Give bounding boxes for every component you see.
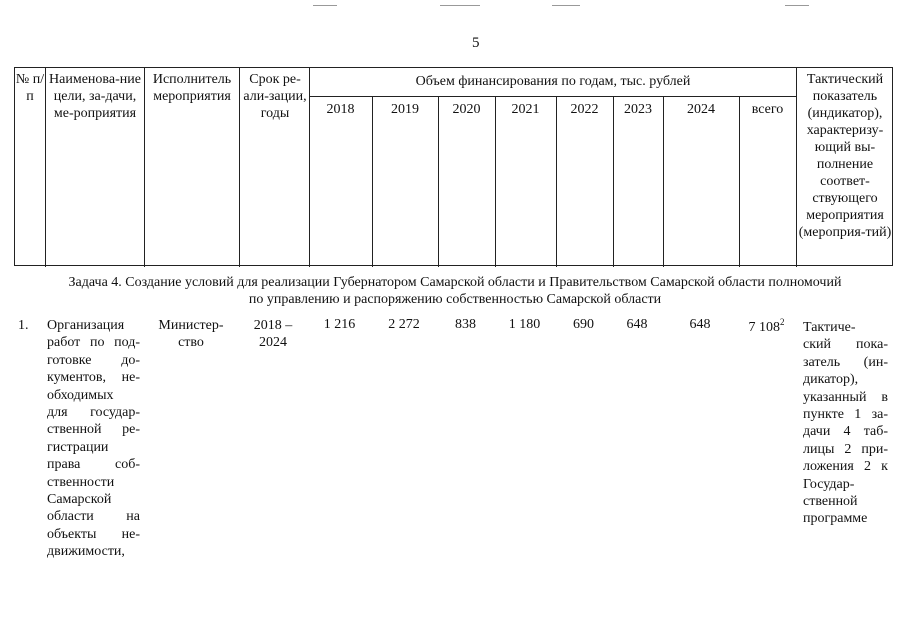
scan-mark	[552, 5, 580, 6]
row-term	[240, 317, 306, 352]
cell-line: указанный в	[803, 389, 888, 405]
footnote-mark: 2	[780, 317, 785, 327]
cell-line: ственной	[803, 494, 858, 510]
cell-line: готовке до-	[47, 352, 140, 368]
value-2020: 838	[455, 317, 476, 332]
value-2019: 2 272	[388, 317, 420, 332]
year-2024: 2024	[687, 102, 715, 117]
year-2021: 2021	[511, 102, 540, 117]
value-2018: 1 216	[323, 317, 356, 332]
header-name: Наименова-ние цели, за-дачи, ме-роприятия	[49, 72, 141, 121]
cell-line: Самарской	[47, 492, 112, 508]
cell-line: области на	[47, 509, 140, 525]
row-indicator	[803, 319, 888, 528]
value-2024: 648	[689, 317, 711, 332]
cell-line: ственности	[47, 474, 115, 490]
cell-line: пункте 1 за-	[803, 407, 888, 423]
value-total: 7 $108^2$	[748, 317, 785, 335]
cell-line: Организация	[47, 318, 125, 333]
cell-line: права соб-	[47, 457, 140, 473]
cell-line: 2024	[259, 335, 287, 351]
year-2018: 2018	[326, 102, 355, 117]
task-heading: Задача 4. Создание условий для реализации Губернатором Самарской области и Правительством Самарской области полномочий по управлению и распоряжению собственностью Самарской области	[68, 275, 842, 307]
cell-line: работ по под-	[47, 335, 140, 351]
year-2019: 2019	[391, 102, 419, 117]
header-term: Срок ре-али-зации, годы	[243, 72, 307, 121]
year-2023: 2023	[624, 102, 652, 117]
value-2022: 690	[573, 317, 594, 332]
cell-line: гистрации	[47, 439, 109, 455]
cell-line: дикатор),	[803, 372, 859, 388]
cell-line: Государ-	[803, 476, 855, 492]
cell-line: движимости,	[47, 544, 125, 560]
scan-mark	[313, 5, 337, 6]
cell-line: 2018 –	[253, 318, 293, 333]
cell-line: программе	[803, 511, 868, 527]
cell-line: дачи 4 таб-	[803, 424, 888, 440]
cell-line: объекты не-	[47, 526, 140, 542]
page-number: 5	[472, 35, 480, 51]
cell-line: ложения 2 к	[803, 459, 888, 475]
value-2023: 648	[626, 317, 648, 332]
cell-line: для государ-	[47, 405, 140, 421]
cell-line: кументов, не-	[47, 370, 140, 386]
year-total: всего	[751, 102, 784, 117]
row-number: 1.	[18, 318, 29, 333]
header-funding: Объем финансирования по годам, тыс. рублей	[415, 74, 691, 89]
row-name	[47, 317, 140, 561]
cell-line: ственной ре-	[47, 422, 140, 438]
table-header	[14, 67, 893, 266]
cell-line: затель (ин-	[803, 354, 888, 370]
year-2020: 2020	[452, 102, 481, 117]
header-num: № п/п	[15, 72, 45, 104]
row-executor	[148, 317, 234, 352]
cell-line: лицы 2 при-	[803, 441, 888, 457]
year-2022: 2022	[570, 102, 599, 117]
cell-line: ский пока-	[803, 337, 888, 353]
scan-mark	[785, 5, 809, 6]
cell-line: Тактиче-	[803, 320, 856, 335]
header-executor: Исполнитель мероприятия	[152, 72, 232, 104]
cell-line: Министер-	[158, 318, 224, 333]
header-indicator: Тактический показатель (индикатор), характеризу-ющий вы-полнение соответ-ствующего мероприятия (мероприя-тий)	[798, 72, 892, 240]
cell-line: ство	[178, 335, 204, 351]
value-2021: 1 180	[508, 317, 541, 332]
scan-mark	[440, 5, 480, 6]
cell-line: обходимых	[47, 387, 114, 403]
